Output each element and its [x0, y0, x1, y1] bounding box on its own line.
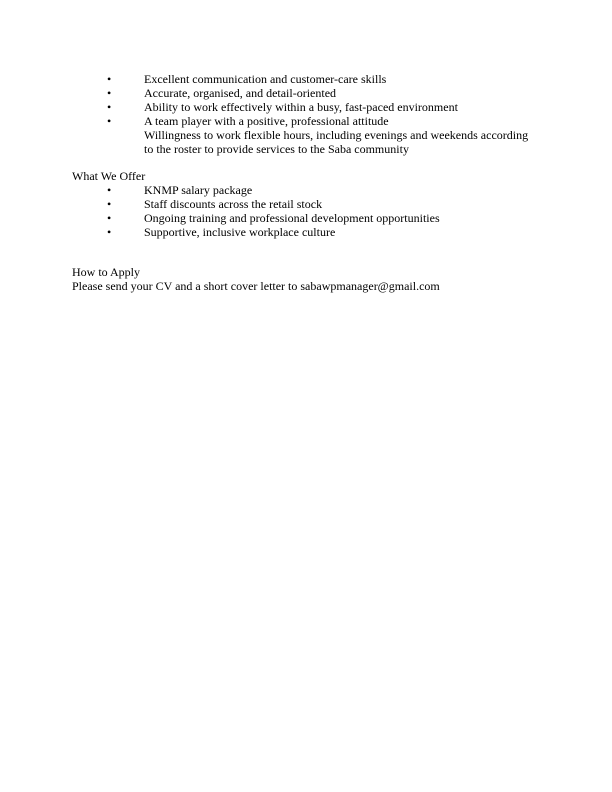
offer-heading: What We Offer	[72, 169, 146, 183]
bullet-glyph: •	[107, 114, 112, 128]
list-item	[72, 183, 552, 197]
apply-heading: How to Apply	[72, 265, 141, 279]
list-item	[72, 211, 552, 225]
bullet-glyph: •	[107, 86, 112, 100]
bullet-glyph: •	[107, 211, 112, 225]
list-item	[72, 225, 552, 239]
list-item-text: A team player with a positive, professional attitude	[144, 114, 389, 128]
bullet-glyph: •	[107, 100, 112, 114]
list-item-text: Supportive, inclusive workplace culture	[144, 225, 336, 239]
list-item-continuation: Willingness to work flexible hours, including evenings and weekends according	[144, 128, 529, 142]
list-item-text: Ability to work effectively within a busy, fast-paced environment	[144, 100, 458, 114]
apply-instructions: Please send your CV and a short cover letter to sabawpmanager@gmail.com	[72, 279, 440, 293]
bullet-glyph: •	[107, 225, 112, 239]
bullet-glyph: •	[107, 72, 112, 86]
list-item	[72, 86, 552, 100]
list-item	[72, 197, 552, 211]
offer-list	[72, 183, 552, 239]
list-item	[72, 114, 552, 156]
list-item-text: Ongoing training and professional development opportunities	[144, 211, 440, 225]
list-item-text: Excellent communication and customer-care skills	[144, 72, 387, 86]
bullet-glyph: •	[107, 197, 112, 211]
list-item	[72, 72, 552, 86]
list-item	[72, 100, 552, 114]
requirements-list	[72, 72, 552, 156]
offer-section	[72, 169, 552, 239]
list-item-text: KNMP salary package	[144, 183, 253, 197]
list-item-text: Accurate, organised, and detail-oriented	[144, 86, 337, 100]
bullet-glyph: •	[107, 183, 112, 197]
list-item-continuation: to the roster to provide services to the Saba community	[144, 142, 409, 156]
apply-section	[72, 265, 552, 293]
list-item-text: Staff discounts across the retail stock	[144, 197, 323, 211]
